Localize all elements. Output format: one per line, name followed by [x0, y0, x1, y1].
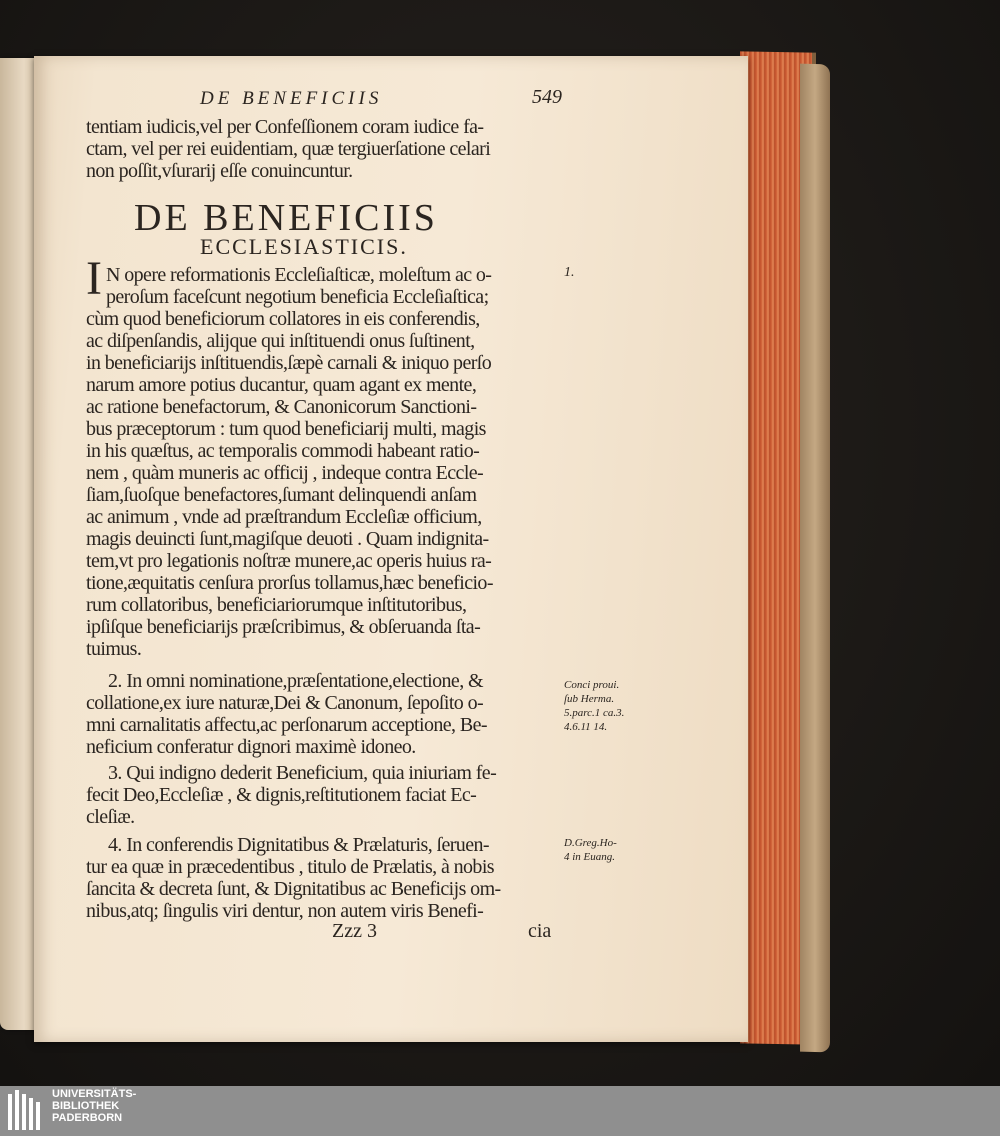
book-cover-edge — [800, 64, 830, 1053]
text-line: magis deuincti ſunt,magiſque deuoti . Quam indignita- — [86, 528, 489, 550]
section-subtitle: ECCLESIASTICIS. — [200, 234, 408, 259]
text-line: nibus,atq; ſingulis viri dentur, non autem viris Benefi- — [86, 900, 484, 922]
text-line: N opere reformationis Eccleſiaſticæ, moleſtum ac o- — [106, 264, 492, 286]
library-name-line: BIBLIOTHEK — [52, 1100, 120, 1112]
text-line: nem , quàm muneris ac officij , indeque contra Eccle- — [86, 462, 484, 484]
text-line: ipſiſque beneficiarijs præſcribimus, & obſeruanda ſta- — [86, 616, 481, 638]
section-title: DE BENEFICIIS — [134, 197, 438, 239]
text-line: ac diſpenſandis, alijque qui inſtituendi onus ſuſtinent, — [86, 330, 475, 352]
text-line: tur ea quæ in præcedentibus , titulo de Prælatis, à nobis — [86, 856, 494, 878]
margin-note-2 — [564, 678, 644, 734]
text-line: ac animum , vnde ad præſtrandum Eccleſiæ officium, — [86, 506, 482, 528]
text-line: ac ratione benefactorum, & Canonicorum Sanctioni- — [86, 396, 477, 418]
text-line: in beneficiarijs inſtituendis,ſæpè carnali & iniquo perſo — [86, 352, 492, 374]
margin-note-1: 1. — [564, 265, 575, 280]
left-page-edge — [0, 58, 34, 1030]
paragraphs-2-4 — [86, 670, 570, 922]
margin-note-4 — [564, 836, 644, 864]
text-line: mni carnalitatis affectu,ac perſonarum acceptione, Be- — [86, 714, 487, 736]
margin-note-line: 4 in Euang. — [564, 851, 616, 863]
margin-note-line: D.Greg.Ho- — [564, 837, 617, 849]
book-page — [34, 56, 748, 1042]
text-line: tione,æquitatis cenſura prorſus tollamus,hæc beneficio- — [86, 572, 493, 594]
running-head: DE BENEFICIIS — [200, 88, 383, 109]
paragraph-4 — [86, 834, 570, 922]
text-line: tem,vt pro legationis noſtræ munere,ac operis huius ra- — [86, 550, 492, 572]
catchword: cia — [528, 920, 552, 942]
text-line: non poſſit,vſurarij eſſe conuincuntur. — [86, 160, 353, 182]
text-line: neficium conferatur dignori maximè idoneo. — [86, 736, 416, 758]
paragraph-2 — [86, 670, 570, 758]
text-line: collatione,ex iure naturæ,Dei & Canonum, ſepoſito o- — [86, 692, 484, 714]
text-line: cùm quod beneficiorum collatores in eis conferendis, — [86, 308, 480, 330]
drop-cap: I — [86, 252, 102, 305]
margin-note-line: 5.parc.1 ca.3. — [564, 707, 625, 719]
text-line: 4. In conferendis Dignitatibus & Prælaturis, ſeruen- — [108, 834, 489, 856]
library-name-line: UNIVERSITÄTS- — [52, 1088, 137, 1100]
signature-mark: Zzz 3 — [332, 920, 377, 942]
text-line: cleſiæ. — [86, 806, 135, 828]
margin-note-line: Conci proui. — [564, 679, 620, 691]
text-line: ſancita & decreta ſunt, & Dignitatibus ac Beneficijs om- — [86, 878, 501, 900]
library-name — [52, 1088, 136, 1124]
intro-paragraph — [86, 116, 570, 182]
text-line: fecit Deo,Eccleſiæ , & dignis,reſtitutionem faciat Ec- — [86, 784, 477, 806]
text-line: tentiam iudicis,vel per Confeſſionem coram iudice fa- — [86, 116, 484, 138]
text-line: 3. Qui indigno dederit Beneficium, quia iniuriam fe- — [108, 762, 497, 784]
library-logo-icon — [6, 1088, 46, 1134]
text-line: narum amore potius ducantur, quam agant ex mente, — [86, 374, 477, 396]
library-footer — [0, 1086, 1000, 1136]
text-line: tuimus. — [86, 638, 142, 660]
text-line: in his quæſtus, ac temporalis commodi habeant ratio- — [86, 440, 480, 462]
paragraph-1 — [86, 264, 570, 660]
text-line: rum collatoribus, beneficiariorumque inſtitutoribus, — [86, 594, 467, 616]
paragraph-3 — [86, 762, 570, 828]
margin-note-line: 4.6.11 14. — [564, 721, 608, 733]
text-line: peroſum faceſcunt negotium beneficia Eccleſiaſtica; — [106, 286, 489, 308]
library-name-line: PADERBORN — [52, 1112, 123, 1124]
text-line: bus præceptorum : tum quod beneficiarij multi, magis — [86, 418, 486, 440]
text-line: ctam, vel per rei euidentiam, quæ tergiuerſatione celari — [86, 138, 491, 160]
margin-note-line: ſub Herma. — [564, 693, 615, 705]
page-number: 549 — [532, 86, 562, 108]
text-line: 2. In omni nominatione,præſentatione,electione, & — [108, 670, 483, 692]
text-line: ſiam,ſuoſque benefactores,ſumant delinquendi anſam — [86, 484, 477, 506]
